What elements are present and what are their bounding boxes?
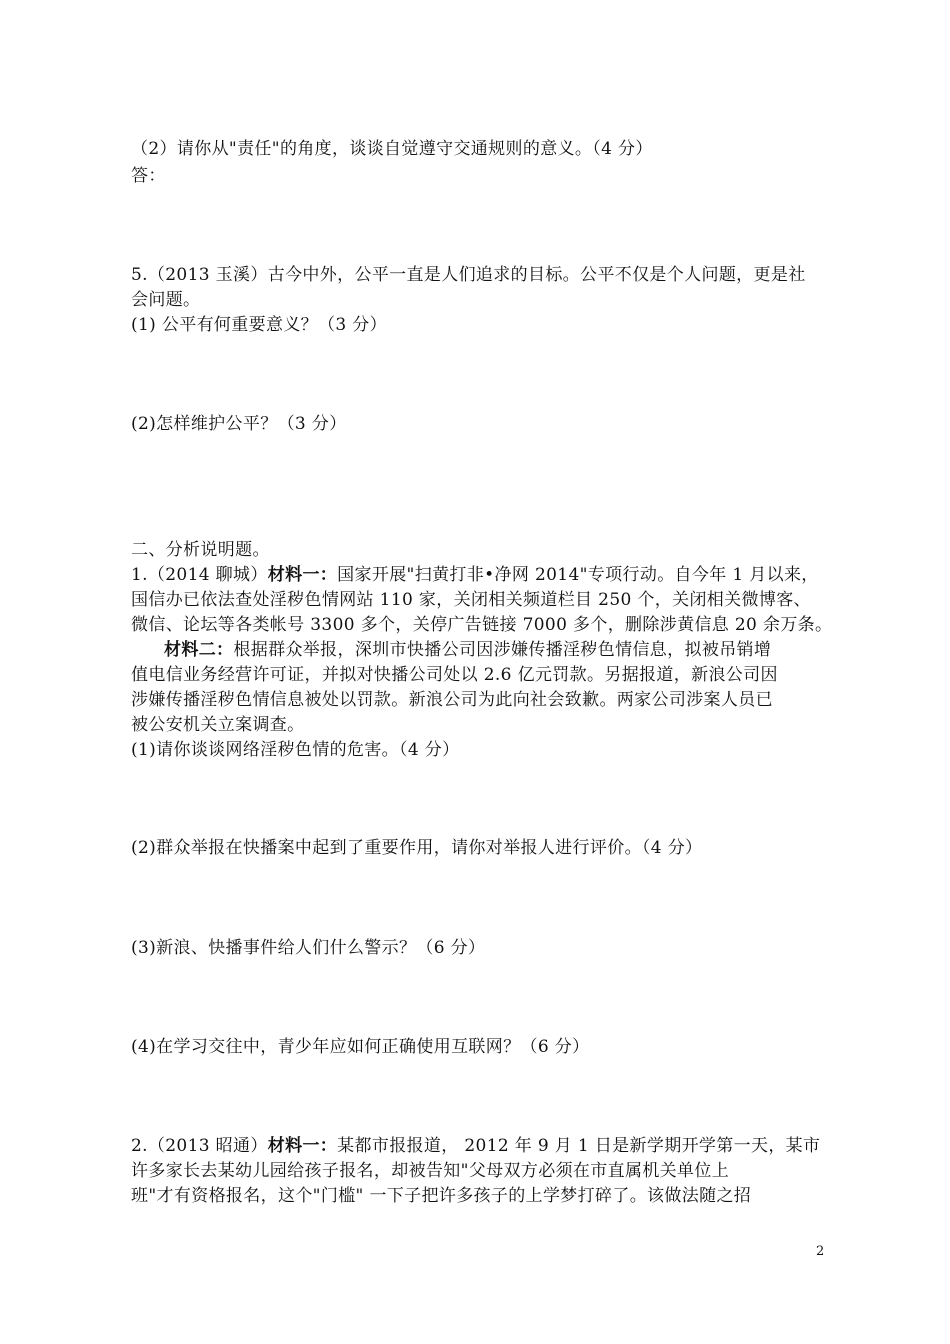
analysis-q1-part-1: (1)请你谈谈网络淫秽色情的危害。（4 分）: [131, 740, 460, 760]
material-2-line-3: 涉嫌传播淫秽色情信息被处以罚款。新浪公司为此向社会致歉。两家公司涉案人员已: [131, 690, 773, 710]
q2-material-1-line-3: 班"才有资格报名，这个"门槛" 一下子把许多孩子的上学梦打碎了。该做法随之招: [131, 1186, 752, 1206]
analysis-q1-part-2: (2)群众举报在快播案中起到了重要作用，请你对举报人进行评价。（4 分）: [131, 838, 703, 858]
question-5-part-2: (2)怎样维护公平？（3 分）: [131, 414, 347, 434]
analysis-q1-number: 1.（2014 聊城）: [131, 565, 268, 585]
analysis-q1-material-1: [131, 564, 819, 586]
material-2-text: 根据群众举报，深圳市快播公司因涉嫌传播淫秽色情信息，拟被吊销增: [233, 640, 772, 660]
q2-material-1-label: 材料一：: [267, 1136, 338, 1156]
analysis-q1-material-2: [164, 639, 771, 661]
answer-label: 答：: [131, 166, 166, 186]
question-5-stem-cont: 会问题。: [131, 290, 201, 310]
material-1-line-3: 微信、论坛等各类帐号 3300 多个，关停广告链接 7000 多个，删除涉黄信息 20 余万条。: [131, 615, 833, 635]
material-1-line-2: 国信办已依法查处淫秽色情网站 110 家，关闭相关频道栏目 250 个，关闭相关微博客、: [131, 590, 811, 610]
question-5-stem: 5.（2013 玉溪）古今中外，公平一直是人们追求的目标。公平不仅是个人问题，更是社: [131, 265, 806, 285]
material-1-text: 国家开展"扫黄打非•净网 2014"专项行动。自今年 1 月以来，: [337, 565, 819, 585]
q2-material-1-text: 某都市报报道， 2012 年 9 月 1 日是新学期开学第一天，某市: [337, 1136, 821, 1156]
question-4-part-2: （2）请你从"责任"的角度，谈谈自觉遵守交通规则的意义。（4 分）: [131, 139, 653, 159]
q2-material-1-line-2: 许多家长去某幼儿园给孩子报名，却被告知"父母双方必须在市直属机关单位上: [131, 1161, 730, 1181]
page-number: 2: [816, 1244, 825, 1259]
analysis-q2-number: 2.（2013 昭通）: [131, 1136, 268, 1156]
material-1-label: 材料一：: [267, 565, 338, 585]
material-2-line-2: 值电信业务经营许可证，并拟对快播公司处以 2.6 亿元罚款。另据报道，新浪公司因: [131, 665, 778, 685]
analysis-q1-part-4: (4)在学习交往中，青少年应如何正确使用互联网？（6 分）: [131, 1037, 590, 1057]
section-heading: 二、分析说明题。: [131, 540, 270, 560]
material-2-line-4: 被公安机关立案调查。: [131, 715, 305, 735]
question-5-part-1: (1) 公平有何重要意义？（3 分）: [131, 315, 388, 335]
material-2-label: 材料二：: [164, 640, 234, 660]
analysis-q2-material-1: [131, 1135, 820, 1157]
analysis-q1-part-3: (3)新浪、快播事件给人们什么警示？（6 分）: [131, 938, 486, 958]
